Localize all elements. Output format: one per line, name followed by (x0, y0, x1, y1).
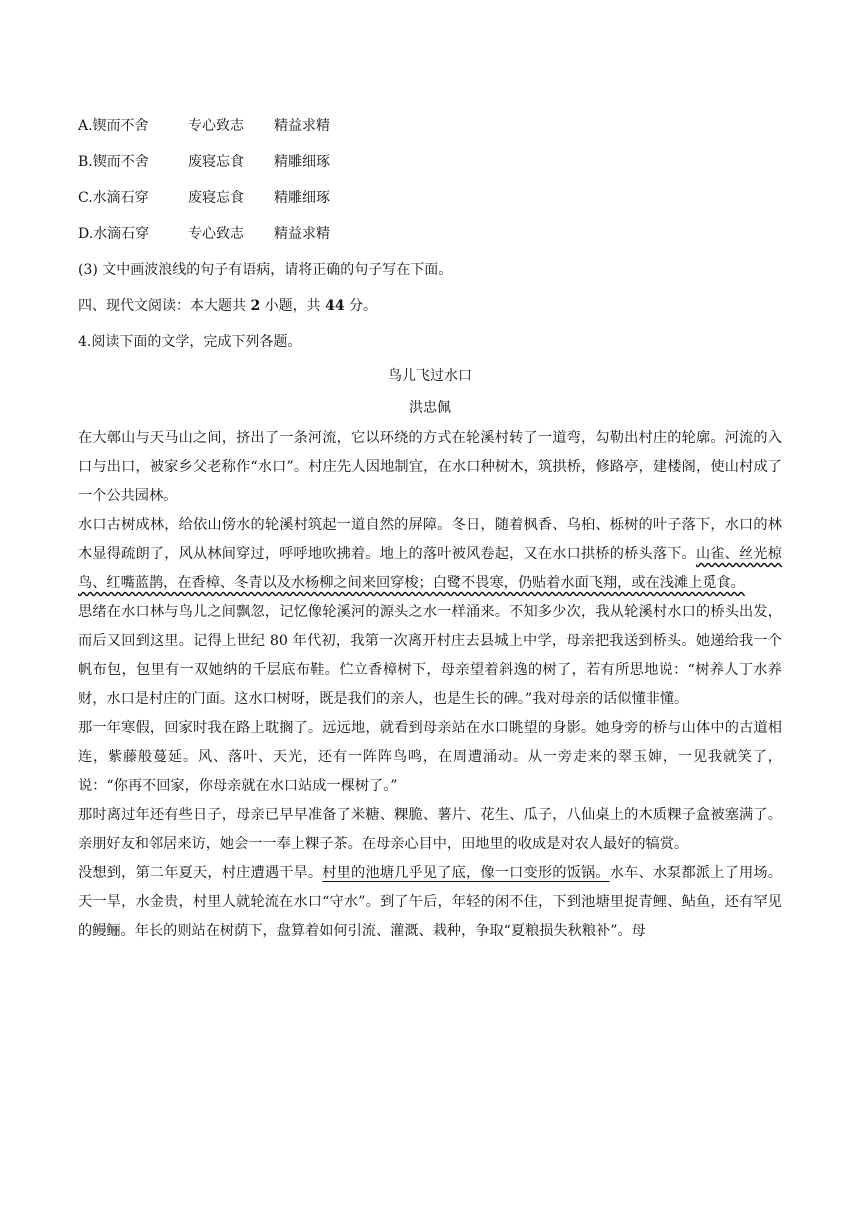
underlined-sentence: 村里的池塘几乎见了底，像一口变形的饭锅。 (322, 865, 610, 881)
section-heading: 四、现代文阅读：本大题共 2 小题，共 44 分。 (78, 298, 378, 314)
question-3: (3) 文中画波浪线的句子有语病，请将正确的句子写在下面。 (78, 262, 453, 278)
paragraph-4: 那一年寒假，回家时我在路上耽搁了。远远地，就看到母亲站在水口眺望的身影。她身旁的桥与山体中的古道相连，紫藤般蔓延。风、落叶、天光，还有一阵阵鸟鸣，在周遭涌动。从一旁走来的翠玉婶，一见我就笑了，说：“你再不回家，你母亲就在水口站成一棵树了。” (78, 720, 782, 794)
option-c: C.水滴石穿 废寝忘食 精雕细琢 (78, 190, 330, 206)
paragraph-5: 那时离过年还有些日子，母亲已早早准备了米糖、粿脆、薯片、花生、瓜子，八仙桌上的木质粿子盒被塞满了。亲朋好友和邻居来访，她会一一奉上粿子茶。在母亲心目中，田地里的收成是对农人最好的犒赏。 (78, 807, 782, 852)
paragraph-6: 没想到，第二年夏天，村庄遭遇干旱。村里的池塘几乎见了底，像一口变形的饭锅。水车、水泵都派上了用场。天一旱，水金贵，村里人就轮流在水口“守水”。到了午后，年轻的闲不住，下到池塘里捉青鲤、鲇鱼，还有罕见的鳗鲡。年长的则站在树荫下，盘算着如何引流、灌溉、栽种，争取“夏粮损失秋粮补”。母 (78, 865, 782, 939)
option-a: A.锲而不舍 专心致志 精益求精 (78, 118, 330, 134)
option-d: D.水滴石穿 专心致志 精益求精 (78, 226, 330, 242)
question-4-intro: 4.阅读下面的文学，完成下列各题。 (78, 334, 302, 350)
article-title: 鸟儿飞过水口 (388, 368, 472, 384)
option-b: B.锲而不舍 废寝忘食 精雕细琢 (78, 154, 330, 170)
paragraph-1: 在大鄣山与天马山之间，挤出了一条河流，它以环绕的方式在轮溪村转了一道弯，勾勒出村庄的轮廓。河流的入口与出口，被家乡父老称作“水口”。村庄先人因地制宜，在水口种树木，筑拱桥，修路亭，建楼阁，使山村成了一个公共园林。 (78, 430, 782, 504)
paragraph-3: 思绪在水口林与鸟儿之间飘忽，记忆像轮溪河的源头之水一样涌来。不知多少次，我从轮溪村水口的桥头出发，而后又回到这里。记得上世纪 80 年代初，我第一次离开村庄去县城上中学，母亲把我送到桥头。她递给我一个帆布包，包里有一双她纳的千层底布鞋。伫立香樟树下，母亲望着斜逸的树了，若有所思地说：“树养人丁水养财，水口是村庄的门面。这水口树呀，既是我们的亲人，也是生长的碑。”我对母亲的话似懂非懂。 (78, 604, 782, 707)
paragraph-2: 水口古树成林，给依山傍水的轮溪村筑起一道自然的屏障。冬日，随着枫香、乌桕、栎树的叶子落下，水口的林木显得疏朗了，风从林间穿过，呼呼地吹拂着。地上的落叶被风卷起，又在水口拱桥的桥头落下。山雀、丝光椋鸟、红嘴蓝鹊，在香樟、冬青以及水杨柳之间来回穿梭；白鹭不畏寒，仍贴着水面飞翔，或在浅滩上觅食。 (78, 517, 782, 591)
document-page (78, 108, 782, 946)
article-author: 洪忠佩 (409, 400, 451, 416)
wavy-underlined-sentence: 山雀、丝光椋鸟、红嘴蓝鹊，在香樟、冬青以及水杨柳之间来回穿梭；白鹭不畏寒，仍贴着水面飞翔，或在浅滩上觅食。 (78, 546, 782, 591)
